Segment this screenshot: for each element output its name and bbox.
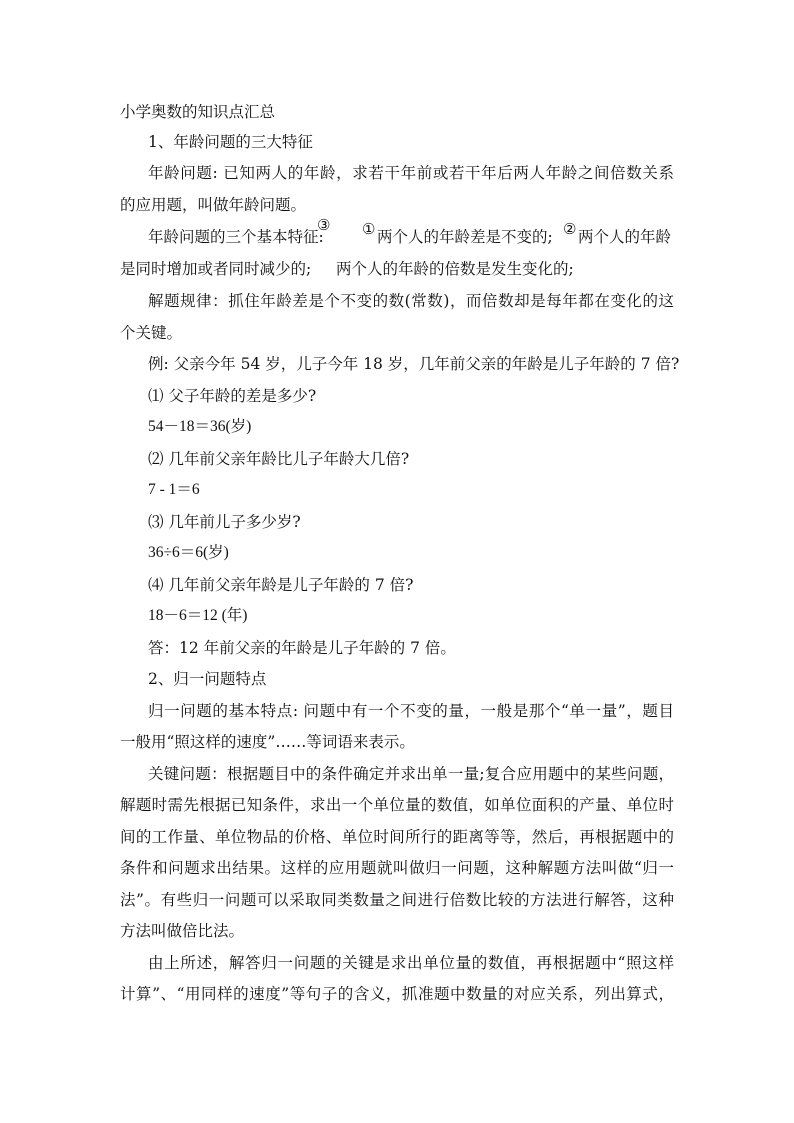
- paragraph-age-definition-line2: 的应用题，叫做年龄问题。: [120, 196, 307, 214]
- key-problem-line6: 方法叫做倍比法。: [120, 922, 245, 940]
- circled-three-marker: ③: [317, 216, 331, 234]
- key-problem-line2: 解题时需先根据已知条件，求出一个单位量的数值，如单位面积的产量、单位时: [120, 796, 674, 814]
- age-feature-one: 两个人的年龄差是不变的;: [377, 228, 553, 246]
- unitary-features-line2: 一般用“照这样的速度”……等词语来表示。: [120, 733, 415, 751]
- age-feature-three: 两个人的年龄的倍数是发生变化的;: [336, 260, 574, 278]
- section-heading-age: 1、年龄问题的三大特征: [148, 133, 313, 151]
- solving-rule-line1: 解题规律：抓住年龄差是个不变的数(常数)，而倍数却是每年都在变化的这: [148, 292, 674, 310]
- step-question-4: ⑷ 几年前父亲年龄是儿子年龄的 7 倍?: [148, 576, 414, 594]
- key-problem-line5: 法”。有些归一问题可以采取同类数量之间进行倍数比较的方法进行解答，这种: [120, 891, 674, 909]
- circled-one-marker: ①: [362, 220, 376, 238]
- summary-line1: 由上所述，解答归一问题的关键是求出单位量的数值，再根据题中“照这样: [148, 954, 674, 972]
- solving-rule-line2: 个关键。: [120, 324, 183, 342]
- example-problem: 例: 父亲今年 54 岁，儿子今年 18 岁，几年前父亲的年龄是儿子年龄的 7 倍?: [148, 355, 680, 373]
- document-title: 小学奥数的知识点汇总: [120, 103, 276, 121]
- step-question-3: ⑶ 几年前儿子多少岁?: [148, 513, 301, 531]
- final-answer: 答：12 年前父亲的年龄是儿子年龄的 7 倍。: [148, 639, 456, 657]
- summary-line2: 计算”、“用同样的速度”等句子的含义，抓准题中数量的对应关系，列出算式，: [120, 985, 674, 1003]
- age-features-lead: 年龄问题的三个基本特征:: [148, 228, 324, 246]
- step-question-1: ⑴ 父子年龄的差是多少?: [148, 387, 317, 405]
- step-answer-2: 7 - 1＝6: [148, 481, 200, 498]
- step-question-2: ⑵ 几年前父亲年龄比儿子年龄大几倍?: [148, 450, 410, 468]
- age-feature-two-start: 两个人的年龄: [578, 228, 672, 246]
- step-answer-4: 18－6＝12 (年): [148, 607, 248, 624]
- paragraph-age-definition-line1: 年龄问题: 已知两人的年龄，求若干年前或若干年后两人年龄之间倍数关系: [148, 164, 674, 182]
- step-answer-1: 54－18＝36(岁): [148, 418, 252, 435]
- unitary-features-line1: 归一问题的基本特点: 问题中有一个不变的量，一般是那个“单一量”，题目: [148, 702, 674, 720]
- key-problem-line1: 关键问题：根据题目中的条件确定并求出单一量;复合应用题中的某些问题，: [148, 765, 674, 783]
- circled-two-marker: ②: [563, 220, 577, 238]
- step-answer-3: 36÷6＝6(岁): [148, 544, 229, 561]
- key-problem-line4: 条件和问题求出结果。这样的应用题就叫做归一问题，这种解题方法叫做“归一: [120, 859, 674, 877]
- section-heading-unitary: 2、归一问题特点: [148, 670, 267, 688]
- key-problem-line3: 间的工作量、单位物品的价格、单位时间所行的距离等等，然后，再根据题中的: [120, 828, 674, 846]
- age-feature-two-end: 是同时增加或者同时减少的;: [120, 260, 312, 278]
